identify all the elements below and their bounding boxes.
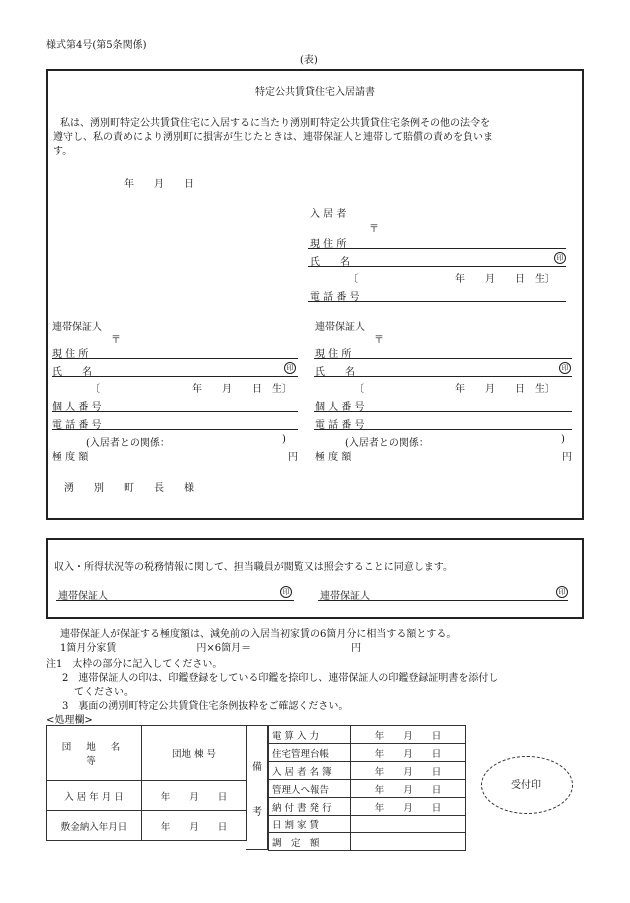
note-3: 3 裏面の湧別町特定公共賃貸住宅条例抜粋をご確認ください。 [62,701,349,712]
item-date[interactable]: 年 月 日 [351,780,466,798]
complex-name-label: 団 地 名 等 [47,726,142,781]
item-date[interactable]: 年 月 日 [351,762,466,780]
deposit-date-label: 敷金納入年月日 [47,811,142,841]
limit-note: 連帯保証人が保証する極度額は、減免前の入居当初家賃の6箇月分に相当する額とする。 [60,629,457,640]
guarantor-left-name-line[interactable] [52,376,298,377]
guarantor-left-name-label[interactable]: 氏 名 [52,367,92,378]
consent-guarantor-2-label[interactable]: 連帯保証人 [320,591,370,602]
tenant-name-line[interactable] [308,266,566,267]
rent-calculation[interactable]: 1箇月分家賃 円×6箇月＝ 円 [60,643,362,654]
item-date[interactable]: 年 月 日 [351,744,466,762]
item-label: 住宅管理台帳 [269,744,351,762]
guarantor-right-personal-number-label[interactable]: 個 人 番 号 [315,402,365,413]
deposit-date-value[interactable]: 年 月 日 [142,811,247,841]
guarantor-left-postal-mark: 〒 [111,335,121,346]
guarantor-right-personal-number-line[interactable] [314,411,572,412]
item-label: 電 算 入 力 [269,726,351,744]
consent-guarantor-1-seal: 印 [280,586,292,598]
remarks-char-2: 考 [252,807,262,818]
date-line: 年 月 日 [124,179,194,190]
move-in-date-label: 入 居 年 月 日 [47,781,142,811]
guarantor-left-seal-mark: 印 [284,362,296,374]
consent-guarantor-2-line[interactable] [318,600,568,601]
consent-guarantor-2-seal: 印 [556,586,568,598]
building-number-label: 団地 棟 号 [142,726,247,781]
guarantor-left-phone-label[interactable]: 電 話 番 号 [52,420,102,431]
form-title: 特定公共賃貸住宅入居請書 [255,87,375,98]
guarantor-left-address-label[interactable]: 現 住 所 [52,349,89,360]
processing-items-table [268,725,466,851]
item-date[interactable]: 年 月 日 [351,798,466,816]
guarantor-right-relation-close: ) [561,434,565,445]
guarantor-right-postal-mark: 〒 [374,335,384,346]
note-2: 2 連帯保証人の印は、印鑑登録をしている印鑑を捺印し、連帯保証人の印鑑登録証明書を添付し [62,673,499,684]
side-label: (表) [300,55,318,66]
body-line-1: 私は、湧別町特定公共賃貸住宅に入居するに当たり湧別町特定公共賃貸住宅条例その他の法令を [60,118,490,129]
tenant-address-line[interactable] [308,248,566,249]
processing-table-left [46,725,247,841]
note-2-cont: てください。 [74,687,134,698]
note-1: 注1 太枠の部分に記入してください。 [46,659,223,670]
consent-guarantor-1-line[interactable] [56,600,294,601]
tenant-birth-open: 〔 [348,274,358,285]
guarantor-right-limit-label[interactable]: 極 度 額 [315,452,352,463]
guarantor-left-personal-number-label[interactable]: 個 人 番 号 [52,402,102,413]
body-line-3: す。 [53,146,73,157]
guarantor-right-yen: 円 [562,452,572,463]
consent-guarantor-1-label[interactable]: 連帯保証人 [58,591,108,602]
item-label: 管理人へ報告 [269,780,351,798]
addressee: 湧 別 町 長 様 [64,483,194,494]
move-in-date-value[interactable]: 年 月 日 [142,781,247,811]
guarantor-left-phone-line[interactable] [52,429,298,430]
guarantor-right-address-line[interactable] [314,358,572,359]
guarantor-right-name-line[interactable] [314,376,572,377]
remarks-char-1: 備 [252,762,262,773]
guarantor-right-phone-line[interactable] [314,429,572,430]
guarantor-left-relation-close: ) [282,434,286,445]
tenant-phone-label[interactable]: 電 話 番 号 [310,292,360,303]
guarantor-right-relation-label[interactable]: (入居者との関係： [345,438,429,449]
consent-box [46,538,584,619]
guarantor-left-yen: 円 [288,452,298,463]
processing-label: <処理欄> [46,715,93,726]
guarantor-left-birth-open: 〔 [90,384,100,395]
guarantor-left-relation-label[interactable]: (入居者との関係： [86,438,170,449]
tenant-postal-mark: 〒 [369,224,379,235]
guarantor-right-heading: 連帯保証人 [315,322,365,333]
tenant-phone-line[interactable] [308,301,566,302]
consent-text: 収入・所得状況等の税務情報に関して、担当職員が閲覧又は照会することに同意します。 [54,562,453,573]
tenant-address-label[interactable]: 現 住 所 [310,239,347,250]
item-label: 調 定 額 [269,833,351,851]
body-line-2: 遵守し、私の責めにより湧別町に損害が生じたときは、連帯保証人と連帯して賠償の責めを負いま [53,132,493,143]
guarantor-right-address-label[interactable]: 現 住 所 [315,349,352,360]
tenant-heading: 入 居 者 [310,209,347,220]
guarantor-right-name-label[interactable]: 氏 名 [315,367,355,378]
remarks-column [246,725,268,850]
guarantor-left-birth-date[interactable]: 年 月 日 生〕 [192,384,292,395]
item-date[interactable]: 年 月 日 [351,726,466,744]
item-label: 日 割 家 賃 [269,816,351,833]
guarantor-right-birth-open: 〔 [354,384,364,395]
guarantor-left-address-line[interactable] [52,358,298,359]
item-label: 納 付 書 発 行 [269,798,351,816]
tenant-name-label[interactable]: 氏 名 [310,257,350,268]
tenant-birth-date[interactable]: 年 月 日 生〕 [455,274,555,285]
reception-stamp-label: 受付印 [511,780,541,791]
guarantor-left-personal-number-line[interactable] [52,411,298,412]
item-value[interactable] [351,833,466,851]
form-number: 様式第4号(第5条関係) [46,40,147,51]
guarantor-right-phone-label[interactable]: 電 話 番 号 [315,420,365,431]
guarantor-right-seal-mark: 印 [559,362,571,374]
guarantor-left-limit-label[interactable]: 極 度 額 [52,452,89,463]
tenant-seal-mark: 印 [554,252,566,264]
item-label: 入 居 者 名 簿 [269,762,351,780]
guarantor-right-birth-date[interactable]: 年 月 日 生〕 [455,384,555,395]
guarantor-left-heading: 連帯保証人 [52,322,102,333]
item-value[interactable] [351,816,466,833]
